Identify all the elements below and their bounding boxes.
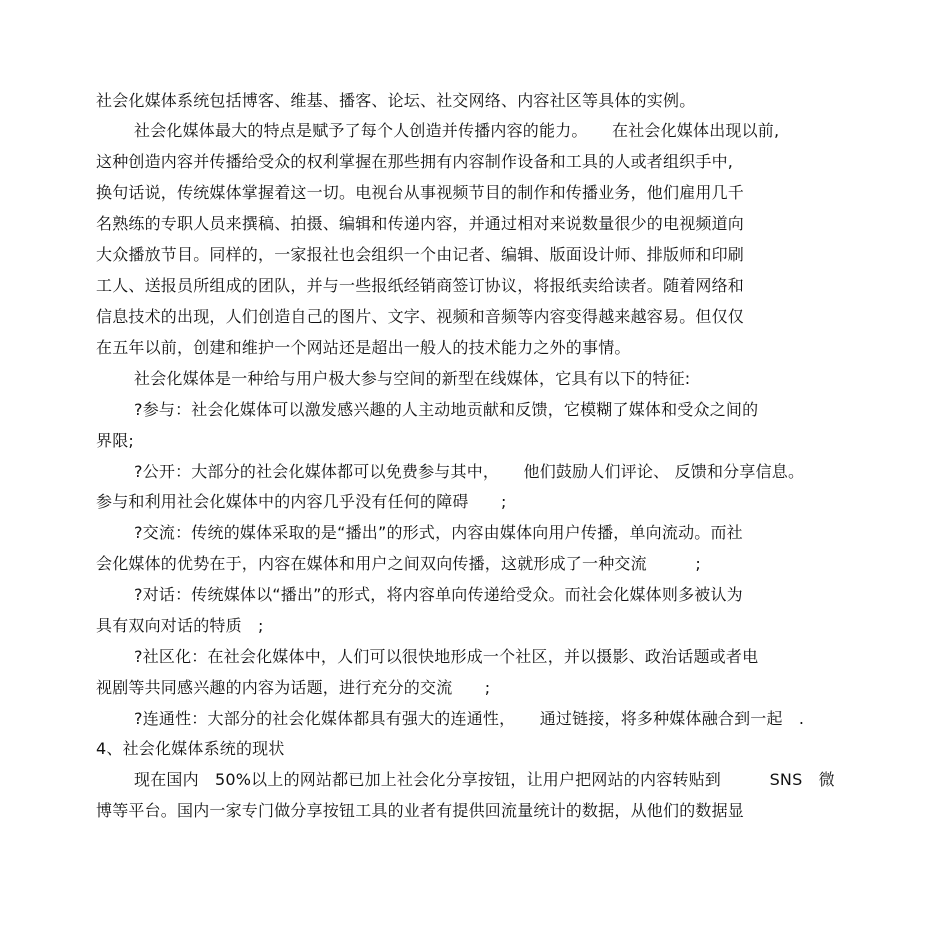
text-line: 在五年以前，创建和维护一个网站还是超出一般人的技术能力之外的事情。 <box>96 338 631 357</box>
text-line: 视剧等共同感兴趣的内容为话题，进行充分的交流 ; <box>96 678 491 697</box>
text-line: 界限; <box>96 431 134 450</box>
text-line: ?连通性：大部分的社会化媒体都具有强大的连通性， 通过链接，将多种媒体融合到一起 . <box>134 709 805 728</box>
text-line: ?公开：大部分的社会化媒体都可以免费参与其中， 他们鼓励人们评论、 反馈和分享信息。 <box>134 462 805 481</box>
text-line: ?对话：传统媒体以“播出”的形式，将内容单向传递给受众。而社会化媒体则多被认为 <box>134 585 743 604</box>
text-line: 这种创造内容并传播给受众的权利掌握在那些拥有内容制作设备和工具的人或者组织手中, <box>96 152 734 171</box>
text-line: 参与和利用社会化媒体中的内容几乎没有任何的障碍 ; <box>96 492 507 511</box>
text-line: 博等平台。国内一家专门做分享按钮工具的业者有提供回流量统计的数据，从他们的数据显 <box>96 801 745 820</box>
text-line: ?社区化：在社会化媒体中，人们可以很快地形成一个社区，并以摄影、政治话题或者电 <box>134 647 759 666</box>
text-line: 信息技术的出现，人们创造自己的图片、文字、视频和音频等内容变得越来越容易。但仅仅 <box>96 307 745 326</box>
text-line: ?参与：社会化媒体可以激发感兴趣的人主动地贡献和反馈，它模糊了媒体和受众之间的 <box>134 400 759 419</box>
text-line: 工人、送报员所组成的团队，并与一些报纸经销商签订协议，将报纸卖给读者。随着网络和 <box>96 276 745 295</box>
text-line: 社会化媒体是一种给与用户极大参与空间的新型在线媒体，它具有以下的特征: <box>134 369 691 388</box>
text-line: 社会化媒体系统包括博客、维基、播客、论坛、社交网络、内容社区等具体的实例。 <box>96 91 696 110</box>
text-line: 名熟练的专职人员来撰稿、拍摄、编辑和传递内容，并通过相对来说数量很少的电视频道向 <box>96 214 745 233</box>
text-line: 换句话说，传统媒体掌握着这一切。电视台从事视频节目的制作和传播业务，他们雇用几千 <box>96 183 745 202</box>
text-line: 现在国内 50%以上的网站都已加上社会化分享按钮，让用户把网站的内容转贴到 SNS 微 <box>134 770 835 789</box>
text-line: 具有双向对话的特质 ; <box>96 616 264 635</box>
text-line: ?交流：传统的媒体采取的是“播出”的形式，内容由媒体向用户传播，单向流动。而社 <box>134 523 743 542</box>
text-line: 大众播放节目。同样的，一家报社也会组织一个由记者、编辑、版面设计师、排版师和印刷 <box>96 245 745 264</box>
text-line: 会化媒体的优势在于，内容在媒体和用户之间双向传播，这就形成了一种交流 ; <box>96 554 701 573</box>
section-heading: 4、社会化媒体系统的现状 <box>96 739 285 758</box>
text-line: 社会化媒体最大的特点是赋予了每个人创造并传播内容的能力。 在社会化媒体出现以前, <box>134 121 780 140</box>
